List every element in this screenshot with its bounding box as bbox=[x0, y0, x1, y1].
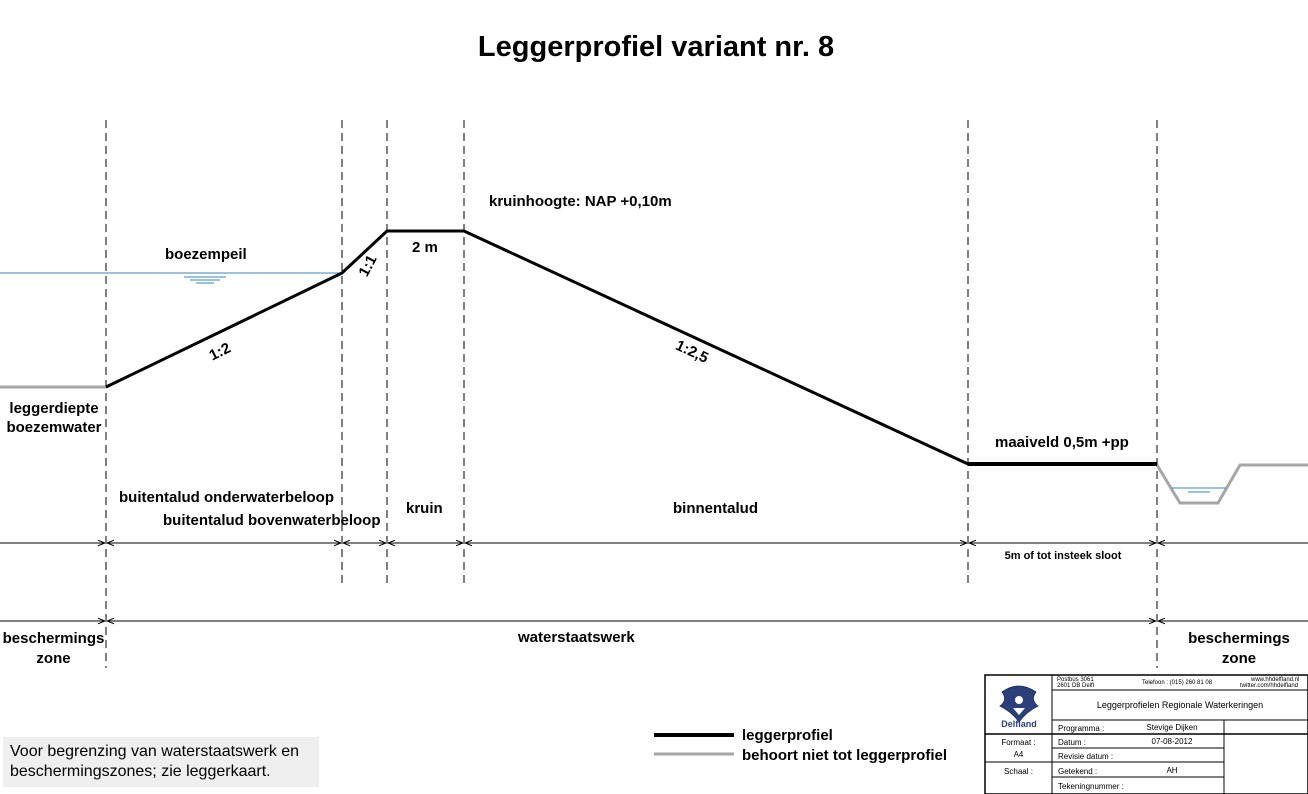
tb-web-2: twitter.com/hhdelfland bbox=[1240, 683, 1299, 689]
tb-web-1: www.hhdelfland.nl bbox=[1251, 677, 1300, 683]
tb-datum-label: Datum : bbox=[1058, 738, 1087, 747]
outer-above-label: buitentalud bovenwaterbeloop bbox=[163, 512, 381, 529]
tb-format-value: A4 bbox=[1013, 750, 1024, 759]
tb-programma-label: Programma : bbox=[1058, 724, 1105, 733]
water-level-label: boezempeil bbox=[165, 246, 247, 263]
crest-width-label: 2 m bbox=[412, 239, 438, 256]
waterwork-label: waterstaatswerk bbox=[518, 629, 635, 646]
tb-revisie-label: Revisie datum : bbox=[1058, 752, 1114, 761]
legger-profile-line bbox=[106, 231, 968, 464]
water-level-symbol bbox=[184, 277, 226, 283]
delfland-logo bbox=[1000, 686, 1038, 722]
legend-not-profile-label: behoort niet tot leggerprofiel bbox=[742, 747, 947, 764]
ditch-note-label: 5m of tot insteek sloot bbox=[1004, 550, 1122, 562]
tb-phone: Telefoon : (015) 260 81 08 bbox=[1142, 680, 1213, 686]
ground-level-label: maaiveld 0,5m +pp bbox=[995, 434, 1129, 451]
legend-profile-label: leggerprofiel bbox=[742, 727, 833, 744]
inner-slope-label: binnentalud bbox=[673, 500, 758, 517]
tb-tekening-label: Tekeningnummer : bbox=[1058, 782, 1124, 791]
tb-getekend-value: AH bbox=[1166, 766, 1178, 775]
outer-under-label: buitentalud onderwaterbeloop bbox=[119, 489, 335, 506]
tb-datum-value: 07-08-2012 bbox=[1151, 737, 1193, 746]
tb-getekend-label: Getekend : bbox=[1058, 767, 1098, 776]
page-title: Leggerprofiel variant nr. 8 bbox=[477, 31, 835, 63]
tb-address-2: 2601 DB Delft bbox=[1057, 683, 1095, 689]
tb-format-label: Formaat : bbox=[1001, 738, 1036, 747]
slope-label-inner: 1:2,5 bbox=[672, 336, 711, 367]
protection-zone-right-label: beschermings zone bbox=[1188, 630, 1290, 667]
tb-project-title: Leggerprofielen Regionale Waterkeringen bbox=[1096, 700, 1264, 710]
logo-text: Delfland bbox=[1001, 719, 1037, 729]
slope-label-outer-low: 1:2 bbox=[206, 339, 234, 365]
crest-height-label: kruinhoogte: NAP +0,10m bbox=[489, 193, 672, 210]
tb-scale-label: Schaal : bbox=[1004, 767, 1033, 776]
boundary-note: Voor begrenzing van waterstaatswerk en beschermingszones; zie leggerkaart. bbox=[3, 737, 319, 787]
tb-address-1: Postbus 3061 bbox=[1057, 677, 1094, 683]
tb-programma-value: Stevige Dijken bbox=[1146, 723, 1198, 732]
ditch-profile bbox=[1157, 465, 1308, 503]
bed-depth-label: leggerdiepte boezemwater bbox=[6, 400, 102, 436]
protection-zone-left-label: beschermings zone bbox=[2, 630, 105, 667]
slope-label-outer-high: 1:1 bbox=[355, 252, 381, 280]
crest-zone-label: kruin bbox=[406, 500, 443, 517]
